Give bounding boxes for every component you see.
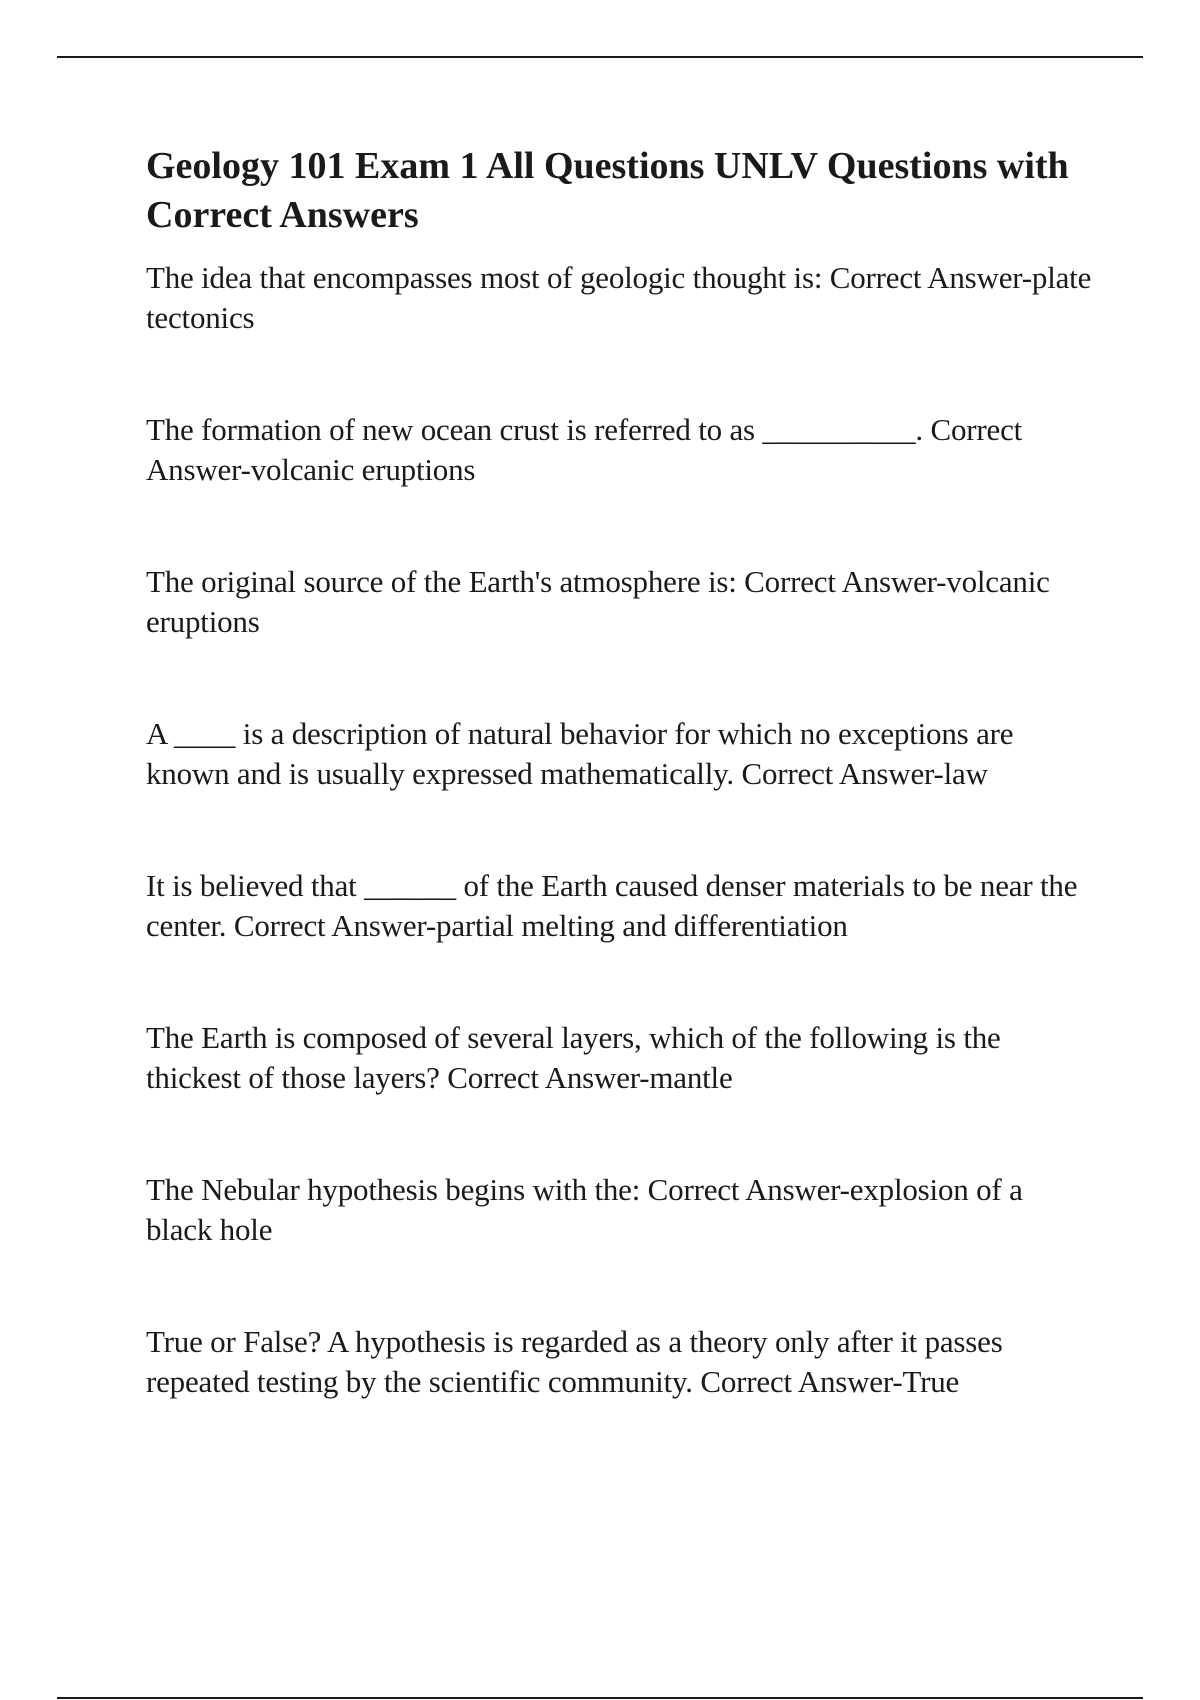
question-item: The Earth is composed of several layers, which of the following is the thickest of those layers? Correct Answer-mantle xyxy=(146,1020,1001,1095)
question-item: A ____ is a description of natural behavior for which no exceptions are known and is usually expressed mathematically. Correct Answer-law xyxy=(146,716,1014,791)
question-item: True or False? A hypothesis is regarded as a theory only after it passes repeated testing by the scientific community. Correct Answer-True xyxy=(146,1324,1003,1399)
question-item: The formation of new ocean crust is referred to as __________. Correct Answer-volcanic eruptions xyxy=(146,412,1023,487)
header-rule xyxy=(57,56,1143,58)
footer-rule xyxy=(57,1697,1143,1699)
question-item: It is believed that ______ of the Earth caused denser materials to be near the center. Correct Answer-partial melting and differentiation xyxy=(146,868,1078,943)
question-item: The idea that encompasses most of geologic thought is: Correct Answer-plate tectonics xyxy=(146,260,1092,335)
question-list xyxy=(146,258,1096,1402)
page-title: Geology 101 Exam 1 All Questions UNLV Questions with Correct Answers xyxy=(146,145,1069,236)
question-item: The original source of the Earth's atmosphere is: Correct Answer-volcanic eruptions xyxy=(146,564,1050,639)
question-item: The Nebular hypothesis begins with the: Correct Answer-explosion of a black hole xyxy=(146,1172,1023,1247)
document-body xyxy=(146,142,1096,1402)
